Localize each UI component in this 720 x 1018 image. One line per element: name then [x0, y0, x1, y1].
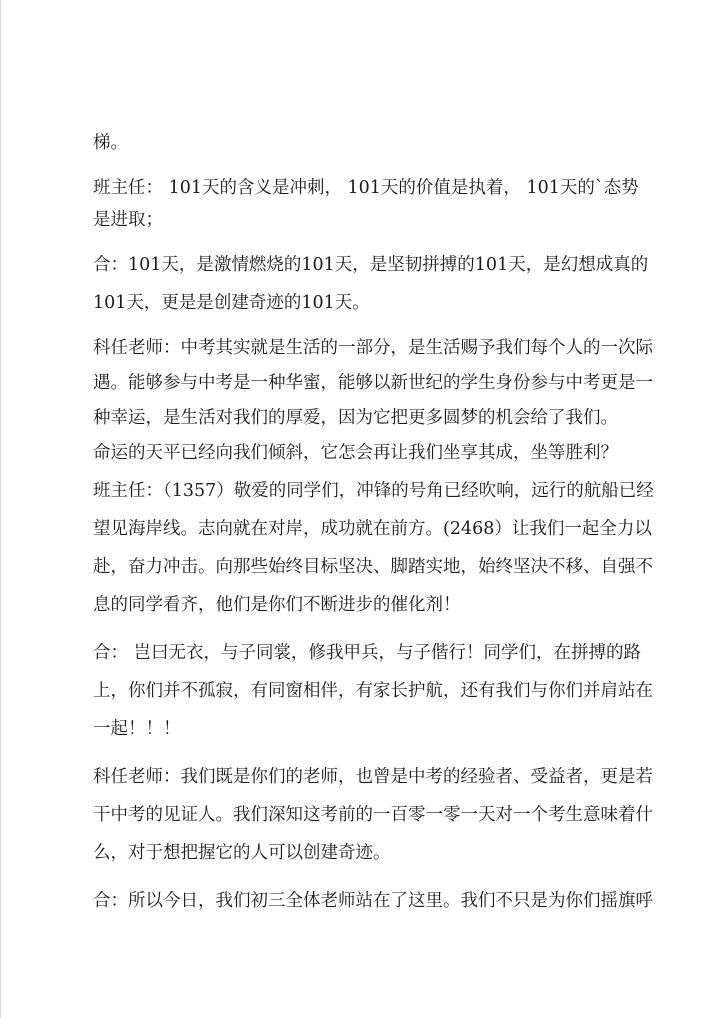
- text-line: 101天，更是是创建奇迹的101天。: [93, 293, 370, 313]
- document-body: [93, 124, 654, 920]
- text-line: 遇。能够参与中考是一种华蜜，能够以新世纪的学生身份参与中考更是一: [93, 373, 653, 393]
- text-line: 种幸运，是生活对我们的厚爱，因为它把更多圆梦的机会给了我们。: [93, 408, 618, 428]
- text-line: 合： 岂曰无衣，与子同裳，修我甲兵，与子偕行！同学们，在拼搏的路: [93, 643, 642, 663]
- text-line: 是进取；: [93, 210, 163, 230]
- text-line: 科任老师：中考其实就是生活的一部分，是生活赐予我们每个人的一次际: [93, 338, 653, 358]
- text-line: 命运的天平已经向我们倾斜，它怎会再让我们坐享其成，坐等胜利？: [93, 443, 618, 463]
- text-line: 望见海岸线。志向就在对岸，成功就在前方。(2468）让我们一起全力以: [93, 519, 652, 539]
- text-line: 班主任：（1357）敬爱的同学们，冲锋的号角已经吹响，远行的航船已经: [93, 481, 654, 501]
- text-line: 么，对于想把握它的人可以创建奇迹。: [93, 843, 391, 863]
- text-line: 上，你们并不孤寂，有同窗相伴，有家长护航，还有我们与你们并肩站在: [93, 681, 653, 701]
- text-line: 梯。: [93, 133, 128, 153]
- text-line: 息的同学看齐，他们是你们不断进步的催化剂！: [93, 595, 461, 615]
- text-line: 一起！！！: [93, 719, 181, 739]
- text-line: 赴，奋力冲击。向那些始终目标坚决、脚踏实地，始终坚决不移、自强不: [93, 557, 653, 577]
- text-line: 科任老师：我们既是你们的老师，也曾是中考的经验者、受益者，更是若: [93, 767, 653, 787]
- text-line: 班主任： 101天的含义是冲刺， 101天的价值是执着， 101天的`态势: [93, 178, 639, 198]
- text-line: 合：所以今日，我们初三全体老师站在了这里。我们不只是为你们摇旗呼: [93, 891, 653, 911]
- text-line: 干中考的见证人。我们深知这考前的一百零一零一天对一个考生意味着什: [93, 805, 653, 825]
- text-line: 合：101天，是激情燃烧的101天，是坚韧拼搏的101天，是幻想成真的: [93, 255, 649, 275]
- page-edge: [0, 0, 1, 1018]
